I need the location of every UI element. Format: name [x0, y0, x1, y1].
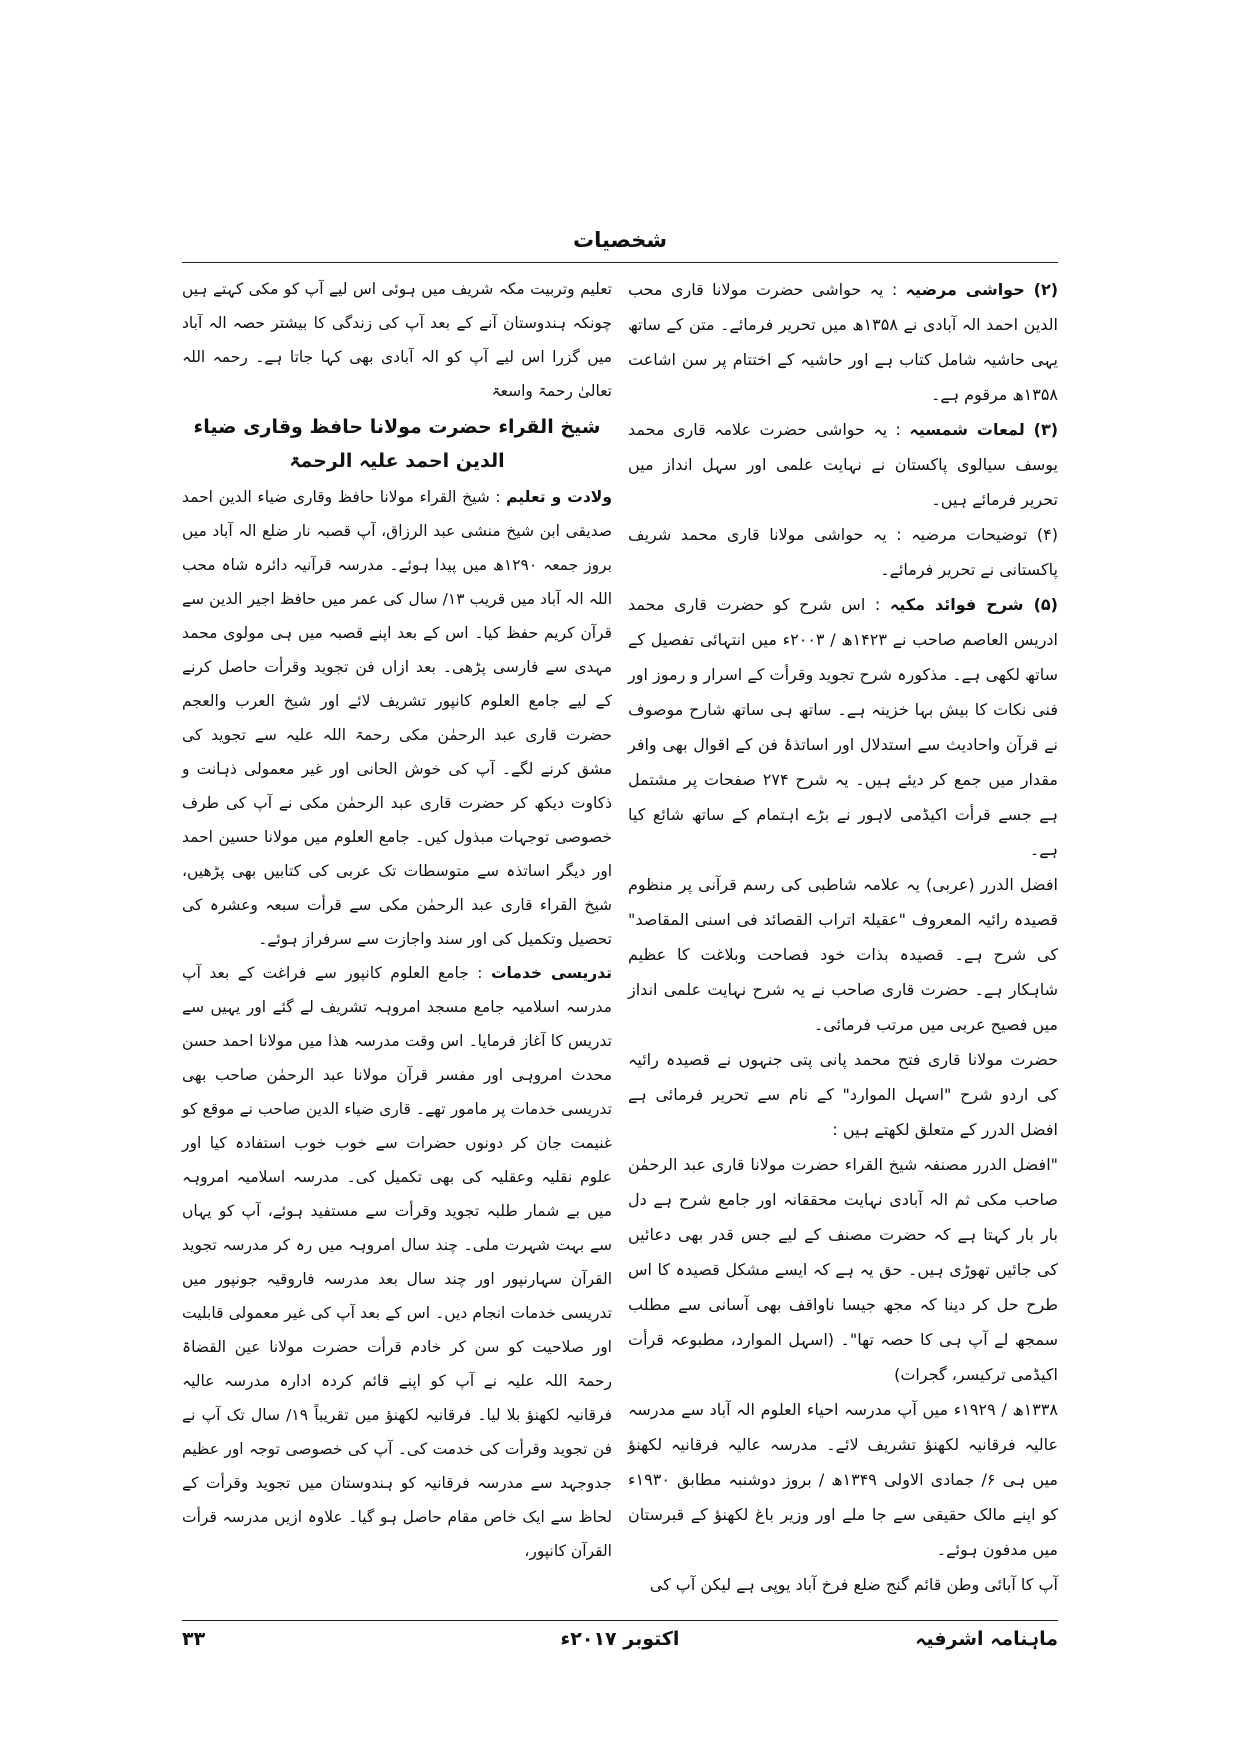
- paragraph-text: : اس شرح کو حضرت قاری محمد ادریس العاصم صاحب نے ۱۴۲۳ھ / ۲۰۰۳ء میں انتہائی تفصیل کے ساتھ لکھی ہے۔ مذکورہ شرح تجوید وقرأت کے اسرار و رموز اور فنی نکات کا بیش بہا خزینہ ہے۔ ساتھ ہی ساتھ شارح موصوف نے قرآن واحادیث سے استدلال اور اساتذۂ فن کے اقوال بھی وافر مقدار میں جمع کر دیئے ہیں۔ یہ شرح ۲۷۴ صفحات پر مشتمل ہے جسے قرأت اکیڈمی لاہور نے بڑے اہتمام کے ساتھ شائع کیا ہے۔: [628, 595, 1058, 859]
- paragraph-text: : جامع العلوم کانپور سے فراغت کے بعد آپ مدرسہ اسلامیہ جامع مسجد امروہہ تشریف لے گئے اور یہیں سے تدریس کا آغاز فرمایا۔ اس وقت مدرسہ ھذا میں مولانا احمد حسن محدث امروہی اور مفسر قرآن مولانا عبد الرحمٰن صاحب بھی تدریسی خدمات پر مامور تھے۔ قاری ضیاء الدین صاحب نے موقع کو غنیمت جان کر دونوں حضرات سے خوب خوب استفادہ کیا اور علوم نقلیہ وعقلیہ کی بھی تکمیل کی۔ مدرسہ اسلامیہ امروہہ میں بے شمار طلبہ تجوید وقرأت سے مستفید ہوئے، آپ کو یہاں سے بہت شہرت ملی۔ چند سال امروہہ میں رہ کر مدرسہ تجوید القرآن سہارنپور اور چند سال بعد مدرسہ فاروقیہ جونپور میں تدریسی خدمات انجام دیں۔ اس کے بعد آپ کی غیر معمولی قابلیت اور صلاحیت کو سن کر خادم قرأت حضرت مولانا عین القضاۃ رحمۃ اللہ علیہ نے آپ کو اپنے قائم کردہ ادارہ مدرسہ عالیہ فرقانیہ لکھنؤ بلا لیا۔ فرقانیہ لکھنؤ میں تقریباً ۱۹/ سال تک آپ نے فن تجوید وقرأت کی خدمت کی۔ آپ کی خصوصی توجہ اور عظیم جدوجہد سے مدرسہ فرقانیہ کو ہندوستان میں تجوید وقرأت کے لحاظ سے ایک خاص مقام حاصل ہو گیا۔ علاوہ ازیں مدرسہ قرأت القرآن کانپور،: [182, 964, 612, 1560]
- paragraph: [628, 1567, 1058, 1602]
- paragraph: [628, 517, 1058, 587]
- paragraph: [628, 1042, 1058, 1147]
- paragraph-text: : شیخ القراء مولانا حافظ وقاری ضیاء الدین احمد صدیقی ابن شیخ منشی عبد الرزاق، آپ قصبہ نار ضلع الہ آباد میں بروز جمعہ ۱۲۹۰ھ میں پیدا ہوئے۔ مدرسہ قرآنیہ دائرہ شاہ محب اللہ الہ آباد میں قریب ۱۳/ سال کی عمر میں حافظ اجیر الدین سے قرآن کریم حفظ کیا۔ اس کے بعد اپنے قصبہ میں ہی مولوی محمد مہدی سے فارسی پڑھی۔ بعد ازاں فن تجوید وقرأت حاصل کرنے کے لیے جامع العلوم کانپور تشریف لائے اور شیخ العرب والعجم حضرت قاری عبد الرحمٰن مکی رحمۃ اللہ علیہ سے تجوید کی مشق کرنے لگے۔ آپ کی خوش الحانی اور غیر معمولی ذہانت و ذکاوت دیکھ کر حضرت قاری عبد الرحمٰن مکی نے آپ کی طرف خصوصی توجہات مبذول کیں۔ جامع العلوم میں مولانا حسین احمد اور دیگر اساتذہ سے متوسطات تک عربی کی کتابیں بھی پڑھیں، شیخ القراء قاری عبد الرحمٰن مکی سے قرأت سبعہ وعشرہ کی تحصیل وتکمیل کی اور سند واجازت سے سرفراز ہوئے۔: [182, 488, 612, 948]
- paragraph-lead: (۲) حواشی مرضیہ: [905, 280, 1059, 299]
- paragraph: [628, 867, 1058, 1042]
- page-number: ۳۳: [182, 1628, 206, 1650]
- paragraph: [628, 1392, 1058, 1567]
- paragraph: [628, 1147, 1058, 1392]
- header-rule: [182, 262, 1058, 263]
- paragraph-text: تعلیم وتربیت مکہ شریف میں ہوئی اس لیے آپ کو مکی کہتے ہیں چونکہ ہندوستان آنے کے بعد آپ کی زندگی کا بیشتر حصہ الہ آباد میں گزرا اس لیے آپ کو الہ آبادی بھی کہا جاتا ہے۔ رحمہ اللہ تعالیٰ رحمۃ واسعۃ: [182, 280, 612, 400]
- paragraph: [182, 480, 612, 956]
- footer: [182, 1628, 1058, 1668]
- paragraph-lead: ولادت و تعلیم: [506, 488, 612, 506]
- paragraph-text: افضل الدرر (عربی) یہ علامہ شاطبی کی رسم قرآنی پر منظوم قصیدہ رائیہ المعروف "عقیلۃ اتراب القصائد فی اسنی المقاصد" کی شرح ہے۔ قصیدہ بذات خود فصاحت وبلاغت کا عظیم شاہکار ہے۔ حضرت قاری صاحب نے یہ شرح نہایت علمی انداز میں فصیح عربی میں مرتب فرمائی۔: [628, 875, 1058, 1034]
- magazine-name: ماہنامہ اشرفیہ: [915, 1628, 1058, 1650]
- paragraph-text: ۱۳۳۸ھ / ۱۹۲۹ء میں آپ مدرسہ احیاء العلوم الہ آباد سے مدرسہ عالیہ فرقانیہ لکھنؤ تشریف لائے۔ مدرسہ عالیہ فرقانیہ لکھنؤ میں ہی ۶/ جمادی الاولی ۱۳۴۹ھ / بروز دوشنبہ مطابق ۱۹۳۰ء کو اپنے مالک حقیقی سے جا ملے اور وزیر باغ لکھنؤ کے قبرستان میں مدفون ہوئے۔: [628, 1400, 1059, 1559]
- paragraph: [182, 272, 612, 408]
- right-column: [628, 272, 1058, 1602]
- paragraph-lead: (۳) لمعات شمسیہ: [909, 420, 1059, 439]
- paragraph-text: : یہ حواشی حضرت مولانا قاری محب الدین احمد الہ آبادی نے ۱۳۵۸ھ میں تحریر فرمائے۔ متن کے ساتھ یہی حاشیہ شامل کتاب ہے اور حاشیہ کے اختتام پر سن اشاعت ۱۳۵۸ھ مرقوم ہے۔: [628, 280, 1058, 404]
- paragraph: [628, 272, 1058, 412]
- paragraph: [628, 412, 1058, 517]
- paragraph-text: حضرت مولانا قاری فتح محمد پانی پتی جنہوں نے قصیدہ رائیہ کی اردو شرح "اسہل الموارد" کے نام سے تحریر فرمائی ہے افضل الدرر کے متعلق لکھتے ہیں :: [628, 1050, 1058, 1139]
- section-title: شخصیات: [572, 228, 668, 252]
- paragraph: [628, 587, 1058, 867]
- paragraph-text: "افضل الدرر مصنفہ شیخ القراء حضرت مولانا قاری عبد الرحمٰن صاحب مکی ثم الہ آبادی نہایت محققانہ اور جامع شرح ہے دل بار بار کہتا ہے کہ حضرت مصنف کے لیے جس قدر بھی دعائیں کی جائیں تھوڑی ہیں۔ حق یہ ہے کہ ایسے مشکل قصیدہ کا اس طرح حل کر دینا کہ مجھ جیسا ناواقف بھی آسانی سے مطلب سمجھ لے آپ ہی کا حصہ تھا"۔ (اسہل الموارد، مطبوعہ قرأت اکیڈمی ترکیسر، گجرات): [628, 1155, 1058, 1384]
- footer-rule: [182, 1620, 1058, 1621]
- paragraph-text: آپ کا آبائی وطن قائم گنج ضلع فرخ آباد یوپی ہے لیکن آپ کی: [649, 1575, 1058, 1594]
- paragraph-lead: (۵) شرح فوائد مکیہ: [889, 595, 1058, 614]
- paragraph-lead: تدریسی خدمات: [490, 964, 612, 982]
- paragraph: [182, 956, 612, 1568]
- paragraph-text: : یہ حواشی حضرت علامہ قاری محمد یوسف سیالوی پاکستان نے نہایت علمی اور سہل انداز میں تحریر فرمائے ہیں۔: [628, 420, 1058, 509]
- left-column: [182, 272, 612, 1568]
- paragraph-text: (۴) توضیحات مرضیہ : یہ حواشی مولانا قاری محمد شریف پاکستانی نے تحریر فرمائے۔: [628, 525, 1058, 579]
- section-heading: شیخ القراء حضرت مولانا حافظ وقاری ضیاء الدین احمد علیہ الرحمۃ: [193, 416, 601, 472]
- issue-date: اکتوبر ۲۰۱۷ء: [560, 1628, 680, 1650]
